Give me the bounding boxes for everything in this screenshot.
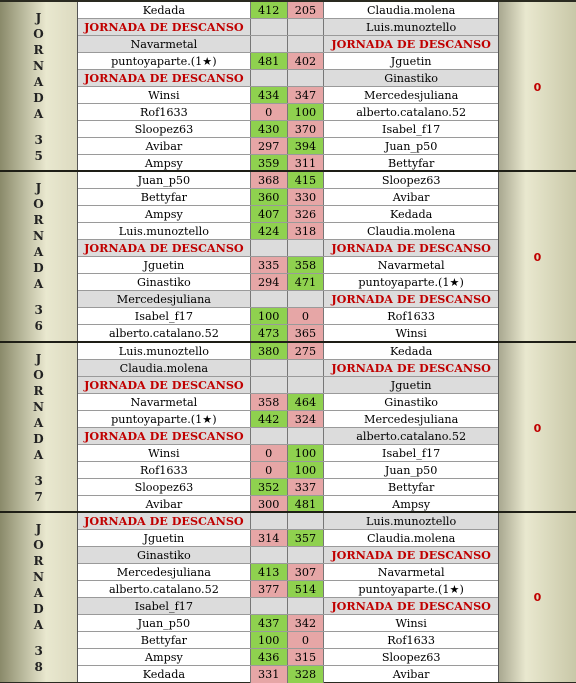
away-score	[287, 240, 325, 256]
match-row	[78, 530, 498, 547]
jornada-number: 36	[34, 303, 43, 333]
away-score	[287, 598, 325, 614]
jornada-label	[0, 513, 78, 682]
match-list	[78, 2, 498, 172]
jornada-letter: N	[33, 400, 44, 414]
away-score: 324	[287, 411, 325, 427]
home-score: 358	[250, 394, 287, 410]
away-player: Navarmetal	[377, 565, 445, 579]
match-row	[78, 649, 498, 666]
away-score: 342	[287, 615, 325, 631]
away-score: 205	[287, 2, 325, 18]
match-row	[78, 291, 498, 308]
home-player: Winsi	[148, 88, 180, 102]
away-score: 357	[287, 530, 325, 546]
away-score: 481	[287, 496, 325, 513]
away-player: Claudia.molena	[366, 3, 456, 17]
match-row	[78, 445, 498, 462]
away-player: Claudia.molena	[366, 224, 456, 238]
home-score: 377	[250, 581, 287, 597]
points-cell	[498, 172, 576, 342]
jornada-letter: J	[35, 11, 42, 25]
match-row	[78, 223, 498, 240]
home-score: 473	[250, 325, 287, 342]
match-row	[78, 479, 498, 496]
home-score: 437	[250, 615, 287, 631]
away-player: JORNADA DE DESCANSO	[331, 292, 491, 306]
home-score	[250, 240, 287, 256]
away-score: 100	[287, 445, 325, 461]
match-row	[78, 138, 498, 155]
away-player: puntoyaparte.(1★)	[358, 275, 464, 289]
home-player: Jguetin	[143, 258, 185, 272]
home-player: Sloopez63	[134, 480, 194, 494]
home-player: Rof1633	[139, 463, 188, 477]
home-player: JORNADA DE DESCANSO	[84, 71, 244, 85]
home-player: Ampsy	[144, 650, 183, 664]
home-player: Luis.munoztello	[118, 224, 209, 238]
home-score	[250, 360, 287, 376]
away-score: 330	[287, 189, 325, 205]
home-player: Isabel_f17	[134, 309, 193, 323]
away-player: JORNADA DE DESCANSO	[331, 241, 491, 255]
away-player: Juan_p50	[384, 463, 438, 477]
match-row	[78, 104, 498, 121]
away-score: 402	[287, 53, 325, 69]
home-player: Juan_p50	[137, 173, 191, 187]
jornada-letter: A	[33, 617, 44, 632]
jornada-letter: O	[33, 27, 44, 41]
jornada-letter: J	[35, 181, 42, 195]
home-player: Ampsy	[144, 157, 183, 170]
match-row	[78, 19, 498, 36]
match-row	[78, 36, 498, 53]
away-score: 365	[287, 325, 325, 342]
points-value: 0	[533, 421, 542, 435]
home-score	[250, 428, 287, 444]
home-player: Winsi	[148, 446, 180, 460]
home-player: Ginastiko	[137, 548, 191, 562]
jornada-letter: O	[33, 368, 44, 382]
home-score: 300	[250, 496, 287, 513]
points-value: 0	[533, 80, 542, 94]
away-score: 370	[287, 121, 325, 137]
points-cell	[498, 2, 576, 172]
away-player: Bettyfar	[387, 480, 435, 494]
away-score	[287, 70, 325, 86]
jornada-letter: R	[33, 213, 44, 227]
away-score: 415	[287, 172, 325, 188]
away-score: 464	[287, 394, 325, 410]
away-score	[287, 428, 325, 444]
home-score: 407	[250, 206, 287, 222]
jornada-letter: A	[33, 245, 44, 259]
jornada-label	[0, 343, 78, 513]
away-score: 347	[287, 87, 325, 103]
match-row	[78, 564, 498, 581]
away-player: Jguetin	[390, 54, 432, 68]
match-row	[78, 121, 498, 138]
points-cell	[498, 343, 576, 513]
home-player: Rof1633	[139, 105, 188, 119]
match-row	[78, 462, 498, 479]
away-score	[287, 360, 325, 376]
away-score	[287, 513, 325, 529]
home-player: Navarmetal	[130, 37, 198, 51]
away-player: JORNADA DE DESCANSO	[331, 37, 491, 51]
home-score: 0	[250, 445, 287, 461]
match-row	[78, 274, 498, 291]
jornada-label	[0, 2, 78, 172]
jornada-letter: D	[33, 601, 44, 616]
match-row	[78, 547, 498, 564]
match-row	[78, 513, 498, 530]
away-score: 100	[287, 462, 325, 478]
home-player: Bettyfar	[140, 633, 188, 647]
home-player: Luis.munoztello	[118, 344, 209, 358]
away-player: Navarmetal	[377, 258, 445, 272]
home-score: 413	[250, 564, 287, 580]
away-player: Winsi	[395, 327, 427, 340]
match-row	[78, 172, 498, 189]
away-score	[287, 19, 325, 35]
away-player: JORNADA DE DESCANSO	[331, 548, 491, 562]
match-row	[78, 377, 498, 394]
home-player: Navarmetal	[130, 395, 198, 409]
jornada-block	[0, 513, 576, 682]
away-player: Luis.munoztello	[366, 514, 457, 528]
away-score: 514	[287, 581, 325, 597]
home-score: 436	[250, 649, 287, 665]
home-score: 335	[250, 257, 287, 273]
away-player: JORNADA DE DESCANSO	[331, 599, 491, 613]
away-score: 328	[287, 666, 325, 683]
away-player: JORNADA DE DESCANSO	[331, 361, 491, 375]
jornada-letter: A	[33, 277, 44, 291]
match-row	[78, 325, 498, 342]
away-player: Isabel_f17	[382, 446, 441, 460]
home-score: 100	[250, 632, 287, 648]
away-score: 394	[287, 138, 325, 154]
match-row	[78, 53, 498, 70]
home-player: Avibar	[145, 498, 183, 511]
away-score: 275	[287, 343, 325, 359]
home-score: 331	[250, 666, 287, 683]
away-player: Sloopez63	[381, 173, 441, 187]
jornada-letter: D	[33, 261, 44, 275]
home-score: 412	[250, 2, 287, 18]
home-player: JORNADA DE DESCANSO	[84, 378, 244, 392]
jornada-letter: J	[35, 352, 42, 366]
home-score	[250, 377, 287, 393]
jornada-number: 38	[34, 643, 43, 674]
jornada-letter: A	[33, 416, 44, 430]
home-player: Kedada	[142, 668, 186, 681]
home-score: 430	[250, 121, 287, 137]
match-row	[78, 615, 498, 632]
match-row	[78, 394, 498, 411]
home-score: 368	[250, 172, 287, 188]
home-score: 100	[250, 308, 287, 324]
match-list	[78, 513, 498, 682]
away-score	[287, 377, 325, 393]
jornada-letter: J	[35, 521, 42, 536]
away-player: Ginastiko	[384, 395, 438, 409]
away-player: Sloopez63	[381, 650, 441, 664]
match-row	[78, 70, 498, 87]
away-player: Winsi	[395, 616, 427, 630]
home-score	[250, 36, 287, 52]
home-score: 0	[250, 462, 287, 478]
home-player: Kedada	[142, 3, 186, 17]
home-score: 359	[250, 155, 287, 172]
home-score	[250, 547, 287, 563]
away-player: puntoyaparte.(1★)	[358, 582, 464, 596]
home-score: 442	[250, 411, 287, 427]
match-row	[78, 632, 498, 649]
match-row	[78, 87, 498, 104]
jornada-letter: R	[33, 553, 44, 568]
jornada-block	[0, 172, 576, 342]
jornada-letter: O	[33, 197, 44, 211]
home-player: alberto.catalano.52	[108, 582, 219, 596]
jornada-label	[0, 172, 78, 342]
away-score: 307	[287, 564, 325, 580]
away-player: Avibar	[392, 190, 430, 204]
away-player: Mercedesjuliana	[364, 88, 459, 102]
match-row	[78, 308, 498, 325]
home-player: JORNADA DE DESCANSO	[84, 20, 244, 34]
home-score: 380	[250, 343, 287, 359]
match-row	[78, 189, 498, 206]
points-cell	[498, 513, 576, 682]
jornada-letter: A	[33, 448, 44, 462]
away-score: 471	[287, 274, 325, 290]
away-player: Rof1633	[387, 309, 436, 323]
away-player: Ampsy	[392, 498, 431, 511]
home-player: alberto.catalano.52	[108, 327, 219, 340]
home-player: Bettyfar	[140, 190, 188, 204]
away-player: Ginastiko	[384, 71, 438, 85]
home-player: Ampsy	[144, 207, 183, 221]
home-score: 294	[250, 274, 287, 290]
away-score: 0	[287, 632, 325, 648]
away-player: Juan_p50	[384, 139, 438, 153]
away-player: Isabel_f17	[382, 122, 441, 136]
jornada-number: 37	[34, 474, 43, 504]
away-player: Mercedesjuliana	[364, 412, 459, 426]
away-player: alberto.catalano.52	[356, 429, 467, 443]
match-row	[78, 360, 498, 377]
match-row	[78, 666, 498, 683]
away-score: 0	[287, 308, 325, 324]
away-score: 318	[287, 223, 325, 239]
jornada-letter: A	[33, 107, 44, 121]
jornada-letter: O	[33, 537, 44, 552]
home-score: 424	[250, 223, 287, 239]
jornada-letter: A	[33, 75, 44, 89]
match-row	[78, 598, 498, 615]
jornada-letter: A	[33, 585, 44, 600]
jornada-block	[0, 343, 576, 513]
away-player: Avibar	[392, 668, 430, 681]
home-player: Jguetin	[143, 531, 185, 545]
away-score: 315	[287, 649, 325, 665]
jornada-letter: N	[33, 569, 44, 584]
away-player: Luis.munoztello	[366, 20, 457, 34]
match-row	[78, 206, 498, 223]
away-player: alberto.catalano.52	[356, 105, 467, 119]
home-player: Sloopez63	[134, 122, 194, 136]
away-score: 358	[287, 257, 325, 273]
away-score: 100	[287, 104, 325, 120]
home-player: Ginastiko	[137, 275, 191, 289]
away-player: Claudia.molena	[366, 531, 456, 545]
away-player: Kedada	[389, 207, 433, 221]
away-player: Bettyfar	[387, 157, 435, 170]
home-score	[250, 513, 287, 529]
home-player: JORNADA DE DESCANSO	[84, 241, 244, 255]
match-row	[78, 581, 498, 598]
away-score: 337	[287, 479, 325, 495]
away-score: 326	[287, 206, 325, 222]
match-row	[78, 2, 498, 19]
jornada-letter: N	[33, 59, 44, 73]
jornada-letter: R	[33, 384, 44, 398]
jornada-letter: R	[33, 43, 44, 57]
jornada-letter: D	[33, 91, 44, 105]
home-score: 481	[250, 53, 287, 69]
away-score	[287, 291, 325, 307]
home-player: Mercedesjuliana	[116, 565, 211, 579]
home-player: Avibar	[145, 139, 183, 153]
match-row	[78, 240, 498, 257]
home-score: 360	[250, 189, 287, 205]
match-row	[78, 257, 498, 274]
away-player: Rof1633	[387, 633, 436, 647]
jornada-letter: D	[33, 432, 44, 446]
jornada-number: 35	[34, 133, 43, 163]
match-row	[78, 343, 498, 360]
home-score: 314	[250, 530, 287, 546]
match-row	[78, 411, 498, 428]
points-value: 0	[533, 591, 542, 604]
home-player: puntoyaparte.(1★)	[111, 54, 217, 68]
home-score	[250, 19, 287, 35]
home-player: puntoyaparte.(1★)	[111, 412, 217, 426]
home-player: Mercedesjuliana	[116, 292, 211, 306]
home-score	[250, 598, 287, 614]
away-score	[287, 547, 325, 563]
home-score: 352	[250, 479, 287, 495]
home-score	[250, 70, 287, 86]
home-player: Juan_p50	[137, 616, 191, 630]
away-player: Kedada	[389, 344, 433, 358]
jornada-letter: N	[33, 229, 44, 243]
home-player: Claudia.molena	[119, 361, 209, 375]
match-row	[78, 428, 498, 445]
home-player: JORNADA DE DESCANSO	[84, 429, 244, 443]
home-player: Isabel_f17	[134, 599, 193, 613]
home-score: 434	[250, 87, 287, 103]
points-value: 0	[533, 250, 542, 264]
away-player: Jguetin	[390, 378, 432, 392]
away-score	[287, 36, 325, 52]
home-score: 297	[250, 138, 287, 154]
jornada-block	[0, 2, 576, 172]
home-player: JORNADA DE DESCANSO	[84, 514, 244, 528]
home-score: 0	[250, 104, 287, 120]
match-list	[78, 343, 498, 513]
home-score	[250, 291, 287, 307]
away-score: 311	[287, 155, 325, 172]
match-list	[78, 172, 498, 342]
